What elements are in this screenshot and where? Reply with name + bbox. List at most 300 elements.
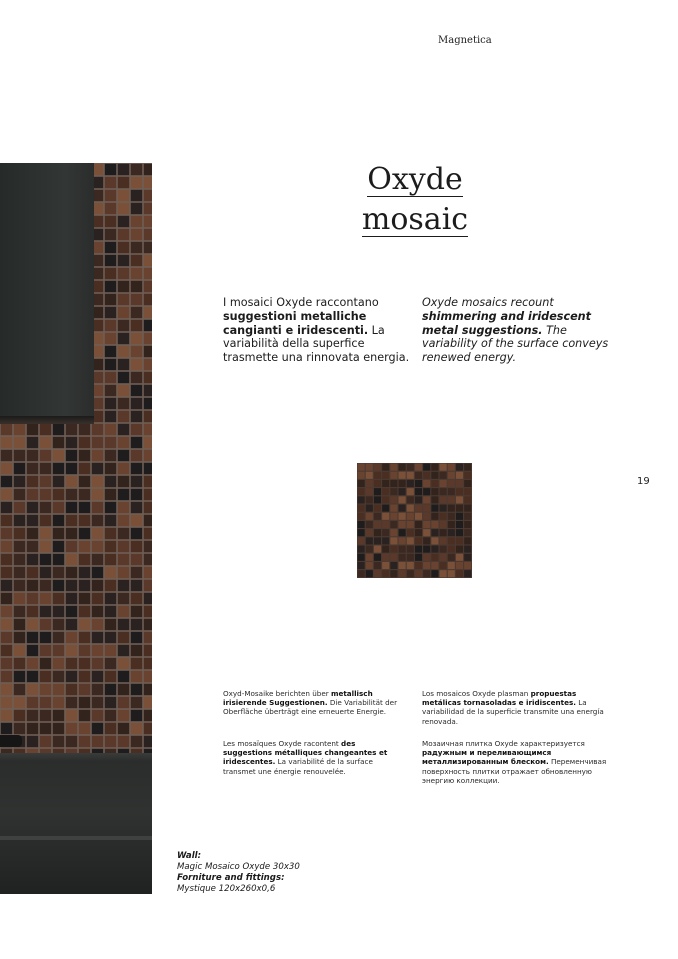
mosaic-tile <box>456 472 463 479</box>
mosaic-tile <box>105 463 116 474</box>
mosaic-tile <box>407 505 414 512</box>
mosaic-tile <box>131 541 142 552</box>
mosaic-tile <box>407 562 414 569</box>
mosaic-tile <box>53 632 64 643</box>
mosaic-tile <box>105 203 116 214</box>
mosaic-tile <box>27 645 38 656</box>
mosaic-tile <box>464 521 471 528</box>
mosaic-tile <box>27 515 38 526</box>
mosaic-tile <box>79 684 90 695</box>
mosaic-tile <box>1 463 12 474</box>
mosaic-tile <box>66 515 77 526</box>
mosaic-tile <box>423 472 430 479</box>
mosaic-tile <box>374 529 381 536</box>
mosaic-tile <box>399 562 406 569</box>
mosaic-tile <box>118 437 129 448</box>
intro-en-text-end: The variability of the surface conveys renewed energy. <box>422 323 609 365</box>
mosaic-tile <box>131 567 142 578</box>
mosaic-tile <box>144 346 152 357</box>
mosaic-tile <box>92 723 103 734</box>
mosaic-tile <box>105 632 116 643</box>
mosaic-tile <box>1 476 12 487</box>
mosaic-tile <box>456 562 463 569</box>
mosaic-tile <box>105 502 116 513</box>
mosaic-tile <box>374 505 381 512</box>
mosaic-tile <box>464 570 471 577</box>
mosaic-tile <box>144 489 152 500</box>
mosaic-tile <box>105 658 116 669</box>
mosaic-tile <box>358 464 365 471</box>
mosaic-tile <box>415 529 422 536</box>
mosaic-tile <box>390 521 397 528</box>
mosaic-tile <box>40 697 51 708</box>
mosaic-tile <box>105 710 116 721</box>
mosaic-tile <box>118 333 129 344</box>
mosaic-tile <box>105 593 116 604</box>
mosaic-tile <box>366 562 373 569</box>
mosaic-tile <box>415 472 422 479</box>
mosaic-tile <box>118 164 129 175</box>
mosaic-tile <box>118 268 129 279</box>
mosaic-tile <box>415 546 422 553</box>
mosaic-tile <box>27 528 38 539</box>
mosaic-tile <box>79 671 90 682</box>
mosaic-tile <box>456 537 463 544</box>
mosaic-tile <box>27 580 38 591</box>
mosaic-tile <box>105 528 116 539</box>
mosaic-tile <box>66 723 77 734</box>
mosaic-tile <box>66 489 77 500</box>
mosaic-tile <box>131 398 142 409</box>
mosaic-tile <box>105 671 116 682</box>
mosaic-tile <box>456 529 463 536</box>
mosaic-tile <box>1 619 12 630</box>
mosaic-tile <box>407 554 414 561</box>
mosaic-tile <box>448 570 455 577</box>
mosaic-tile <box>440 537 447 544</box>
mosaic-tile <box>456 464 463 471</box>
mosaic-tile <box>358 513 365 520</box>
mosaic-tile <box>431 529 438 536</box>
mosaic-tile <box>440 554 447 561</box>
mosaic-tile <box>131 281 142 292</box>
mosaic-tile <box>423 570 430 577</box>
mosaic-tile <box>105 320 116 331</box>
mosaic-tile <box>14 593 25 604</box>
es-text: Los mosaicos Oxyde plasman <box>422 689 531 698</box>
mosaic-tile <box>1 567 12 578</box>
page-title <box>340 160 490 240</box>
mosaic-tile <box>118 177 129 188</box>
mosaic-tile <box>66 593 77 604</box>
mosaic-tile <box>131 203 142 214</box>
mosaic-tile <box>14 697 25 708</box>
mosaic-tile <box>105 489 116 500</box>
mosaic-tile <box>440 570 447 577</box>
mosaic-tile <box>118 320 129 331</box>
mosaic-tile <box>1 541 12 552</box>
mosaic-tile <box>423 546 430 553</box>
mosaic-tile <box>1 632 12 643</box>
mosaic-tile <box>105 229 116 240</box>
mosaic-tile <box>79 450 90 461</box>
mosaic-tile <box>144 697 152 708</box>
mosaic-tile <box>105 216 116 227</box>
mosaic-tile <box>14 710 25 721</box>
mosaic-tile <box>131 645 142 656</box>
mosaic-tile <box>440 529 447 536</box>
mosaic-tile <box>40 437 51 448</box>
mosaic-tile <box>53 710 64 721</box>
mosaic-tile <box>431 537 438 544</box>
mosaic-tile <box>92 554 103 565</box>
mosaic-tile <box>382 529 389 536</box>
mosaic-tile <box>79 580 90 591</box>
mosaic-tile <box>144 463 152 474</box>
mosaic-tile <box>92 697 103 708</box>
mosaic-tile <box>131 528 142 539</box>
mosaic-tile <box>464 562 471 569</box>
mosaic-tile <box>144 203 152 214</box>
mosaic-tile <box>366 488 373 495</box>
mosaic-tile <box>40 723 51 734</box>
mosaic-tile <box>144 190 152 201</box>
mosaic-tile <box>105 580 116 591</box>
mosaic-tile <box>399 513 406 520</box>
mosaic-tile <box>27 450 38 461</box>
mosaic-tile <box>79 723 90 734</box>
mosaic-tile <box>14 541 25 552</box>
mosaic-tile <box>92 710 103 721</box>
mosaic-tile <box>14 658 25 669</box>
mosaic-tile <box>92 424 103 435</box>
mosaic-tile <box>423 488 430 495</box>
mosaic-tile <box>131 229 142 240</box>
mosaic-tile <box>118 372 129 383</box>
mosaic-tile <box>118 710 129 721</box>
mosaic-tile <box>464 546 471 553</box>
hood-shadow <box>0 416 94 424</box>
mosaic-tile <box>53 424 64 435</box>
mosaic-tile <box>366 464 373 471</box>
mosaic-tile <box>374 554 381 561</box>
mosaic-tile <box>53 658 64 669</box>
mosaic-tile <box>440 546 447 553</box>
mosaic-tile <box>27 476 38 487</box>
mosaic-tile <box>399 529 406 536</box>
mosaic-tile <box>53 476 64 487</box>
mosaic-tile <box>374 472 381 479</box>
mosaic-tile <box>53 645 64 656</box>
mosaic-tile <box>1 710 12 721</box>
fr-text-end: La variabilité de la surface transmet une énergie renouvelée. <box>223 757 373 776</box>
mosaic-tile <box>105 424 116 435</box>
mosaic-tile <box>118 203 129 214</box>
mosaic-tile <box>423 562 430 569</box>
mosaic-tile <box>66 450 77 461</box>
mosaic-tile <box>131 476 142 487</box>
mosaic-tile <box>27 489 38 500</box>
mosaic-tile <box>118 359 129 370</box>
mosaic-tile <box>399 464 406 471</box>
mosaic-tile <box>456 546 463 553</box>
mosaic-tile <box>92 450 103 461</box>
mosaic-tile <box>390 488 397 495</box>
mosaic-tile <box>131 216 142 227</box>
mosaic-tile <box>53 684 64 695</box>
mosaic-tile <box>131 255 142 266</box>
mosaic-tile <box>105 411 116 422</box>
mosaic-tile <box>131 346 142 357</box>
mosaic-tile <box>144 606 152 617</box>
mosaic-tile <box>456 570 463 577</box>
mosaic-tile <box>27 437 38 448</box>
mosaic-tile <box>40 424 51 435</box>
mosaic-tile <box>105 476 116 487</box>
mosaic-tile <box>92 580 103 591</box>
mosaic-tile <box>131 736 142 747</box>
mosaic-tile <box>131 619 142 630</box>
mosaic-tile <box>431 546 438 553</box>
mosaic-tile <box>1 424 12 435</box>
mosaic-tile <box>358 562 365 569</box>
mosaic-tile <box>399 546 406 553</box>
mosaic-tile <box>366 546 373 553</box>
mosaic-tile <box>131 242 142 253</box>
mosaic-tile <box>390 546 397 553</box>
mosaic-tile <box>118 450 129 461</box>
mosaic-tile <box>66 697 77 708</box>
mosaic-tile <box>92 671 103 682</box>
mosaic-tile <box>399 521 406 528</box>
mosaic-tile <box>366 537 373 544</box>
mosaic-tile <box>399 570 406 577</box>
mosaic-tile <box>407 529 414 536</box>
mosaic-tile <box>407 488 414 495</box>
mosaic-tile <box>66 619 77 630</box>
mosaic-tile <box>105 190 116 201</box>
mosaic-tile <box>366 521 373 528</box>
mosaic-tile <box>40 645 51 656</box>
mosaic-tile <box>40 658 51 669</box>
mosaic-tile <box>144 528 152 539</box>
mosaic-tile <box>374 537 381 544</box>
mosaic-tile <box>374 488 381 495</box>
mosaic-tile <box>53 437 64 448</box>
mosaic-tile <box>1 580 12 591</box>
mosaic-tile <box>374 513 381 520</box>
mosaic-tile <box>40 450 51 461</box>
mosaic-tile <box>92 463 103 474</box>
mosaic-tile <box>144 294 152 305</box>
mosaic-tile <box>92 476 103 487</box>
mosaic-tile <box>40 632 51 643</box>
mosaic-tile <box>131 268 142 279</box>
mosaic-tile <box>456 505 463 512</box>
page-number: 19 <box>637 476 650 487</box>
mosaic-tile <box>66 580 77 591</box>
mosaic-tile <box>79 424 90 435</box>
mosaic-tile <box>27 567 38 578</box>
mosaic-tile <box>144 268 152 279</box>
mosaic-tile <box>79 593 90 604</box>
mosaic-tile <box>27 723 38 734</box>
mosaic-tile <box>382 521 389 528</box>
title-line-2: mosaic <box>361 202 469 237</box>
mosaic-tile <box>366 472 373 479</box>
mosaic-tile <box>1 723 12 734</box>
mosaic-tile <box>131 307 142 318</box>
mosaic-tile <box>382 554 389 561</box>
de-bold: metallisch irisierende Suggestionen. <box>223 689 373 708</box>
mosaic-tile <box>79 528 90 539</box>
mosaic-tile <box>66 645 77 656</box>
mosaic-tile <box>14 463 25 474</box>
mosaic-tile <box>382 513 389 520</box>
mosaic-tile <box>440 480 447 487</box>
mosaic-tile <box>1 697 12 708</box>
mosaic-tile <box>415 562 422 569</box>
mosaic-tile <box>456 480 463 487</box>
mosaic-tile <box>423 521 430 528</box>
mosaic-tile <box>118 307 129 318</box>
mosaic-tile <box>40 541 51 552</box>
mosaic-tile <box>53 554 64 565</box>
mosaic-tile <box>79 489 90 500</box>
mosaic-tile <box>118 216 129 227</box>
mosaic-tile <box>423 505 430 512</box>
mosaic-tile <box>27 619 38 630</box>
mosaic-tile <box>118 281 129 292</box>
mosaic-tile <box>448 521 455 528</box>
mosaic-tile <box>144 619 152 630</box>
mosaic-tile <box>40 710 51 721</box>
mosaic-tile <box>105 372 116 383</box>
mosaic-tile <box>53 606 64 617</box>
mosaic-tile <box>118 619 129 630</box>
mosaic-tile <box>144 593 152 604</box>
mosaic-tile <box>118 606 129 617</box>
mosaic-tile <box>144 320 152 331</box>
mosaic-tile <box>382 496 389 503</box>
mosaic-tile <box>14 671 25 682</box>
mosaic-tile <box>382 570 389 577</box>
mosaic-tile <box>390 480 397 487</box>
furniture-label: Forniture and fittings: <box>177 873 285 883</box>
mosaic-tile <box>118 255 129 266</box>
mosaic-tile <box>53 697 64 708</box>
mosaic-tile <box>27 463 38 474</box>
mosaic-tile <box>40 684 51 695</box>
mosaic-tile <box>144 684 152 695</box>
mosaic-tile <box>144 437 152 448</box>
mosaic-tile <box>1 554 12 565</box>
mosaic-tile <box>14 528 25 539</box>
mosaic-tile <box>92 437 103 448</box>
mosaic-tile <box>431 496 438 503</box>
mosaic-tile <box>382 537 389 544</box>
mosaic-tile <box>366 570 373 577</box>
mosaic-tile <box>105 541 116 552</box>
wall-label: Wall: <box>177 851 202 861</box>
mosaic-tile <box>14 437 25 448</box>
intro-english <box>422 296 622 365</box>
mosaic-tile <box>105 281 116 292</box>
text-spanish <box>422 689 607 726</box>
mosaic-tile <box>144 515 152 526</box>
mosaic-tile <box>440 496 447 503</box>
mosaic-tile <box>118 632 129 643</box>
fr-bold: des suggestions métalliques changeantes et iridescentes. <box>223 739 388 767</box>
mosaic-tile <box>131 372 142 383</box>
text-french <box>223 739 403 776</box>
mosaic-tile <box>456 513 463 520</box>
mosaic-tile <box>118 567 129 578</box>
mosaic-tile <box>448 480 455 487</box>
mosaic-tile <box>40 593 51 604</box>
mosaic-tile <box>66 502 77 513</box>
mosaic-tile <box>131 580 142 591</box>
mosaic-tile <box>40 515 51 526</box>
mosaic-tile <box>118 385 129 396</box>
de-text: Oxyd-Mosaike berichten über <box>223 689 331 698</box>
mosaic-tile <box>448 562 455 569</box>
mosaic-tile <box>464 554 471 561</box>
mosaic-tile <box>40 489 51 500</box>
intro-en-text: Oxyde mosaics recount <box>422 296 554 309</box>
mosaic-tile <box>144 307 152 318</box>
mosaic-tile <box>448 537 455 544</box>
mosaic-tile <box>144 671 152 682</box>
mosaic-tile <box>14 645 25 656</box>
mosaic-tile <box>390 513 397 520</box>
mosaic-tile <box>390 464 397 471</box>
mosaic-tile <box>131 723 142 734</box>
mosaic-tile <box>448 546 455 553</box>
mosaic-tile <box>40 554 51 565</box>
mosaic-tile <box>14 632 25 643</box>
mosaic-tile <box>14 450 25 461</box>
mosaic-tile <box>407 480 414 487</box>
mosaic-tile <box>53 567 64 578</box>
mosaic-tile <box>118 723 129 734</box>
mosaic-tile <box>366 513 373 520</box>
mosaic-tile <box>144 567 152 578</box>
mosaic-tile <box>456 554 463 561</box>
mosaic-tile <box>118 463 129 474</box>
mosaic-tile <box>131 515 142 526</box>
mosaic-tile <box>105 398 116 409</box>
mosaic-tile <box>105 268 116 279</box>
intro-it-text-end: La variabilità della superfice trasmette una rinnovata energia. <box>223 323 410 365</box>
mosaic-tile <box>415 488 422 495</box>
mosaic-tile <box>118 489 129 500</box>
mosaic-tile <box>464 529 471 536</box>
mosaic-tile <box>431 464 438 471</box>
mosaic-tile <box>1 528 12 539</box>
mosaic-tile <box>366 496 373 503</box>
mosaic-tile <box>53 502 64 513</box>
mosaic-tile <box>144 372 152 383</box>
counter-edge <box>0 836 152 840</box>
mosaic-tile <box>448 554 455 561</box>
mosaic-tile <box>105 554 116 565</box>
mosaic-tile <box>399 472 406 479</box>
mosaic-tile <box>448 505 455 512</box>
mosaic-tile <box>131 593 142 604</box>
mosaic-tile <box>464 537 471 544</box>
mosaic-tile <box>118 554 129 565</box>
